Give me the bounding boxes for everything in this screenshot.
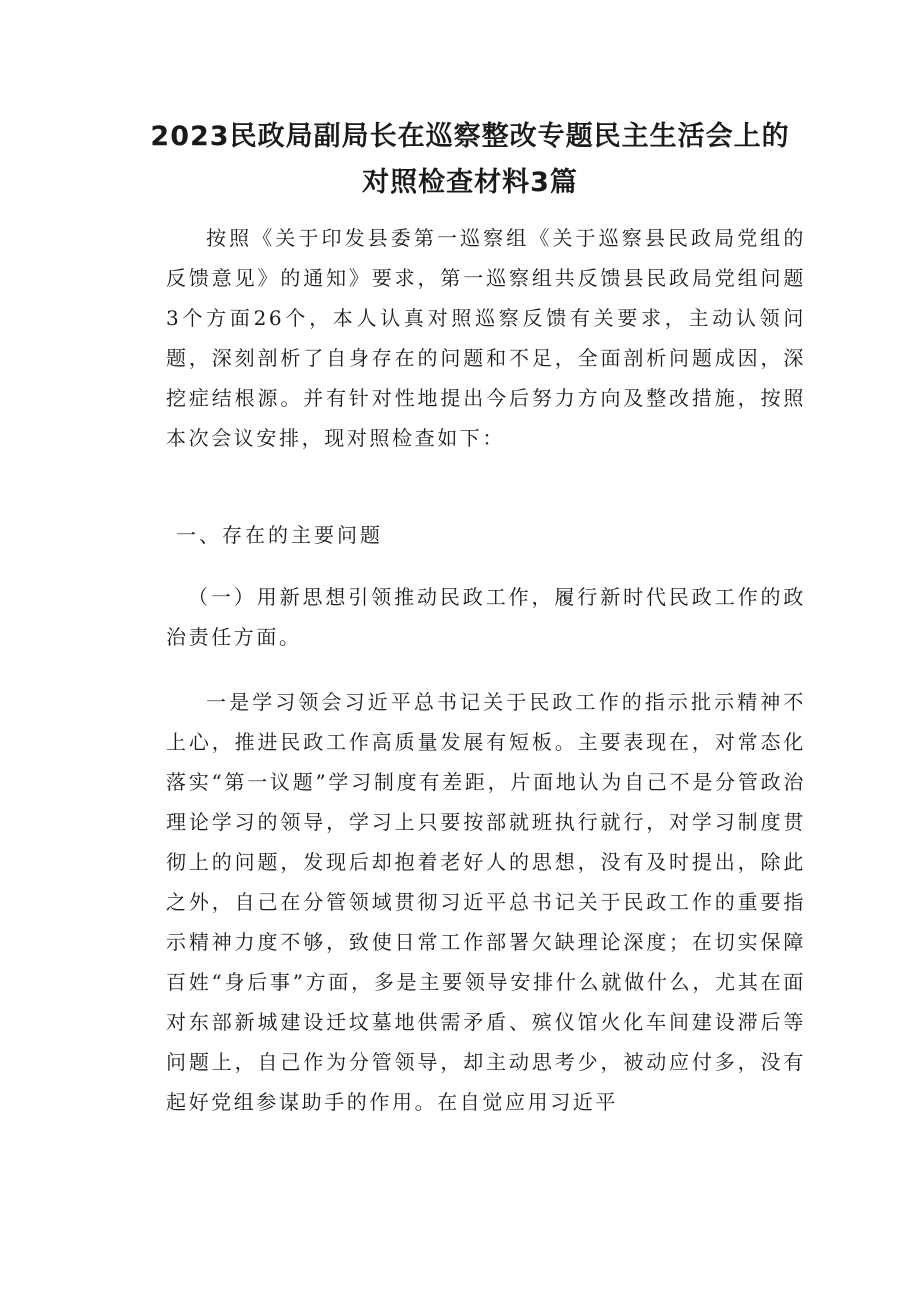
subsection-heading-1: （一）用新思想引领推动民政工作，履行新时代民政工作的政治责任方面。 [166, 585, 806, 649]
section-heading-1: 一、存在的主要问题 [176, 523, 383, 547]
body-paragraph-1: 一是学习领会习近平总书记关于民政工作的指示批示精神不上心，推进民政工作高质量发展有短板。主要表现在，对常态化落实“第一议题”学习制度有差距，片面地认为自己不是分管政治理论学习的领导，学习上只要按部就班执行就行，对学习制度贯彻上的问题，发现后却抱着老好人的思想，没有及时提出，除此之外，自己在分管领域贯彻习近平总书记关于民政工作的重要指示精神力度不够，致使日常工作部署欠缺理论深度；在切实保障百姓“身后事”方面，多是主要领导安排什么就做什么，尤其在面对东部新城建设迁坟墓地供需矛盾、殡仪馆火化车间建设滞后等问题上，自己作为分管领导，却主动思考少，被动应付多，没有起好党组参谋助手的作用。在自觉应用习近平 [166, 690, 806, 1114]
intro-paragraph: 按照《关于印发县委第一巡察组《关于巡察县民政局党组的反馈意见》的通知》要求，第一巡察组共反馈县民政局党组问题3个方面26个，本人认真对照巡察反馈有关要求，主动认领问题，深刻剖析了自身存在的问题和不足，全面剖析问题成因，深挖症结根源。并有针对性地提出今后努力方向及整改措施，按照本次会议安排，现对照检查如下： [166, 226, 806, 450]
document-title-line-1: 2023民政局副局长在巡察整改专题民主生活会上的 [150, 121, 790, 152]
document-title-line-2: 对照检查材料3篇 [362, 167, 578, 198]
